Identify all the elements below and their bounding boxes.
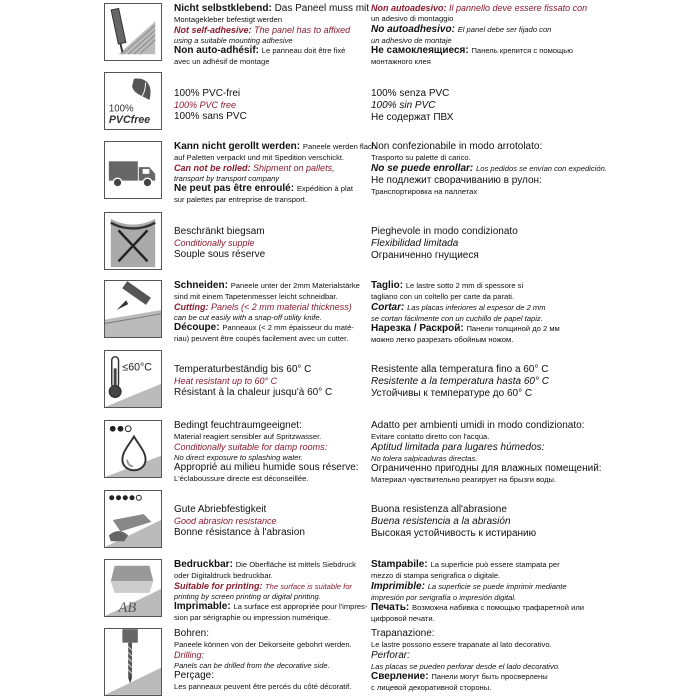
cutter-knife-icon bbox=[104, 280, 162, 338]
text-italian-spanish-russian: Trapanazione: Le lastre possono essere trapanate al lato decorativo. Perforar: Las placas se pueden perforar desde el lado decorativo. Сверление: Панели могут быть просверлены с лицевой декоративной стороны. bbox=[371, 628, 561, 693]
text-german-english-french: Nicht selbstklebend: Das Paneel muss mit Montagekleber befestigt werden Not self-adhesive: The panel has to affixed using a suitable mounting adhesive Non auto-adhésif: Le panneau doit être fixé avec un adhésif de montage bbox=[174, 3, 370, 67]
text-german-english-french: Schneiden: Paneele unter der 2mm Materialstärke sind mit einem Tapetenmesser leicht schneidbar. Cutting: Panels (< 2 mm material thickness) can be cut easily with a snap-off utility knife. Découpe: Panneaux (< 2 mm épaisseur du maté- riau) peuvent être coupés facilement avec un cutter. bbox=[174, 280, 360, 344]
text-italian-spanish-russian: Stampabile: La superficie può essere stampata per mezzo di stampa serigrafica o digitale. Imprimible: La superficie se puede imprimir mediante impresión por serigrafía o impresión digital. Печать: Возможна набивка с помощью трафаретной или цифровой печати. bbox=[371, 559, 584, 624]
text-german-english-french: Temperaturbeständig bis 60° C Heat resistant up to 60° C Résistant à la chaleur jusqu'à 60° C bbox=[174, 364, 333, 398]
icon-label: ≤60°C bbox=[122, 361, 152, 374]
icon-label: AB bbox=[118, 600, 137, 617]
text-german-english-french: Bedingt feuchtraumgeeignet: Material reagiert sensibler auf Spritzwasser. Conditionally suitable for damp rooms: No direct exposure to splashing water. Approprié au milieu humide sous réserve: L'éclaboussure directe est déconseillée. bbox=[174, 420, 359, 484]
label: Nicht selbstklebend: bbox=[174, 3, 275, 14]
water-drop-icon bbox=[104, 420, 162, 478]
text-italian-spanish-russian: Adatto per ambienti umidi in modo condizionato: Evitare contatto diretto con l'acqua. Aptitud limitada para lugares húmedos: No tolera salpicaduras directas. Ограниченно пригодны для влажных помещений: Материал чувствительно реагирует на брызги воды. bbox=[371, 420, 602, 485]
delivery-truck-icon bbox=[104, 141, 162, 199]
text-italian-spanish-russian: Non autoadesivo: Il pannello deve essere fissato con un adesivo di montaggio No autoadhesivo: El panel debe ser fijado con un adhesivo de montaje Не самоклеящиеся: Панель крепится с помощью монтажного клея bbox=[371, 3, 588, 67]
text-italian-spanish-russian: Buona resistenza all'abrasione Buena resistencia a la abrasión Высокая устойчивость к истиранию bbox=[371, 504, 537, 539]
abrasion-resistance-icon bbox=[104, 490, 162, 548]
adhesive-tube-icon bbox=[104, 3, 162, 61]
text-german-english-french: Kann nicht gerollt werden: Paneele werden flach auf Paletten verpackt und mit Spedition verschickt. Can not be rolled: Shipment on pallets, transport by transport company Ne peut pas être enroulé: Expédition à plat sur palettes par entreprise de transport. bbox=[174, 141, 376, 205]
text-italian-spanish-russian: Resistente alla temperatura fino a 60° C Resistente a la temperatura hasta 60° C Устойчивы к температуре до 60° C bbox=[371, 364, 549, 399]
printable-icon bbox=[104, 559, 162, 617]
thermometer-icon bbox=[104, 350, 162, 408]
text-italian-spanish-russian: Non confezionabile in modo arrotolato: Trasporto su palette di carico. No se puede enrollar: Los pedidos se envían con expedición. Не подлежит сворачиванию в рулон: Транспортировка на паллетах bbox=[371, 141, 607, 196]
text-german-english-french: 100% PVC-frei 100% PVC free 100% sans PVC bbox=[174, 88, 247, 122]
text-italian-spanish-russian: Pieghevole in modo condizionato Flexibilidad limitada Ограниченно гнущиеся bbox=[371, 226, 518, 261]
text-italian-spanish-russian: Taglio: Le lastre sotto 2 mm di spessore si tagliano con un coltello per carte da parati. Cortar: Las placas inferiores al espesor de 2 mm se cortan fácilmente con un cuchillo de papel tapiz. Нарезка / Раскрой: Панели толщиной до 2 мм можно легко разрезать обойным ножом. bbox=[371, 280, 560, 345]
flexible-bend-icon bbox=[104, 212, 162, 270]
text-german-english-french: Bedruckbar: Die Oberfläche ist mittels Siebdruck oder Digitaldruck bedruckbar. Suitable for printing: The surface is suitable for printing by screen printing or digital printing. Imprimable: La surface est appropriée pour l'impres- sion par sérigraphie ou impression numérique. bbox=[174, 559, 368, 623]
text-italian-spanish-russian: 100% senza PVC 100% sin PVC Не содержат ПВХ bbox=[371, 88, 454, 123]
text-german-english-french: Gute Abriebfestigkeit Good abrasion resistance Bonne résistance à l'abrasion bbox=[174, 504, 305, 538]
icon-label-top: 100% bbox=[108, 103, 134, 115]
icon-label-bottom: PVCfree bbox=[108, 114, 151, 127]
text-german-english-french: Beschränkt biegsam Conditionally supple Souple sous réserve bbox=[174, 226, 266, 260]
pvc-free-icon bbox=[104, 72, 162, 130]
drill-icon bbox=[104, 628, 162, 696]
text-german-english-french: Bohren: Paneele können von der Dekorseite gebohrt werden. Drilling: Panels can be drilled from the decorative side. Perçage: Les panneaux peuvent être percés du côté décoratif. bbox=[174, 628, 352, 692]
